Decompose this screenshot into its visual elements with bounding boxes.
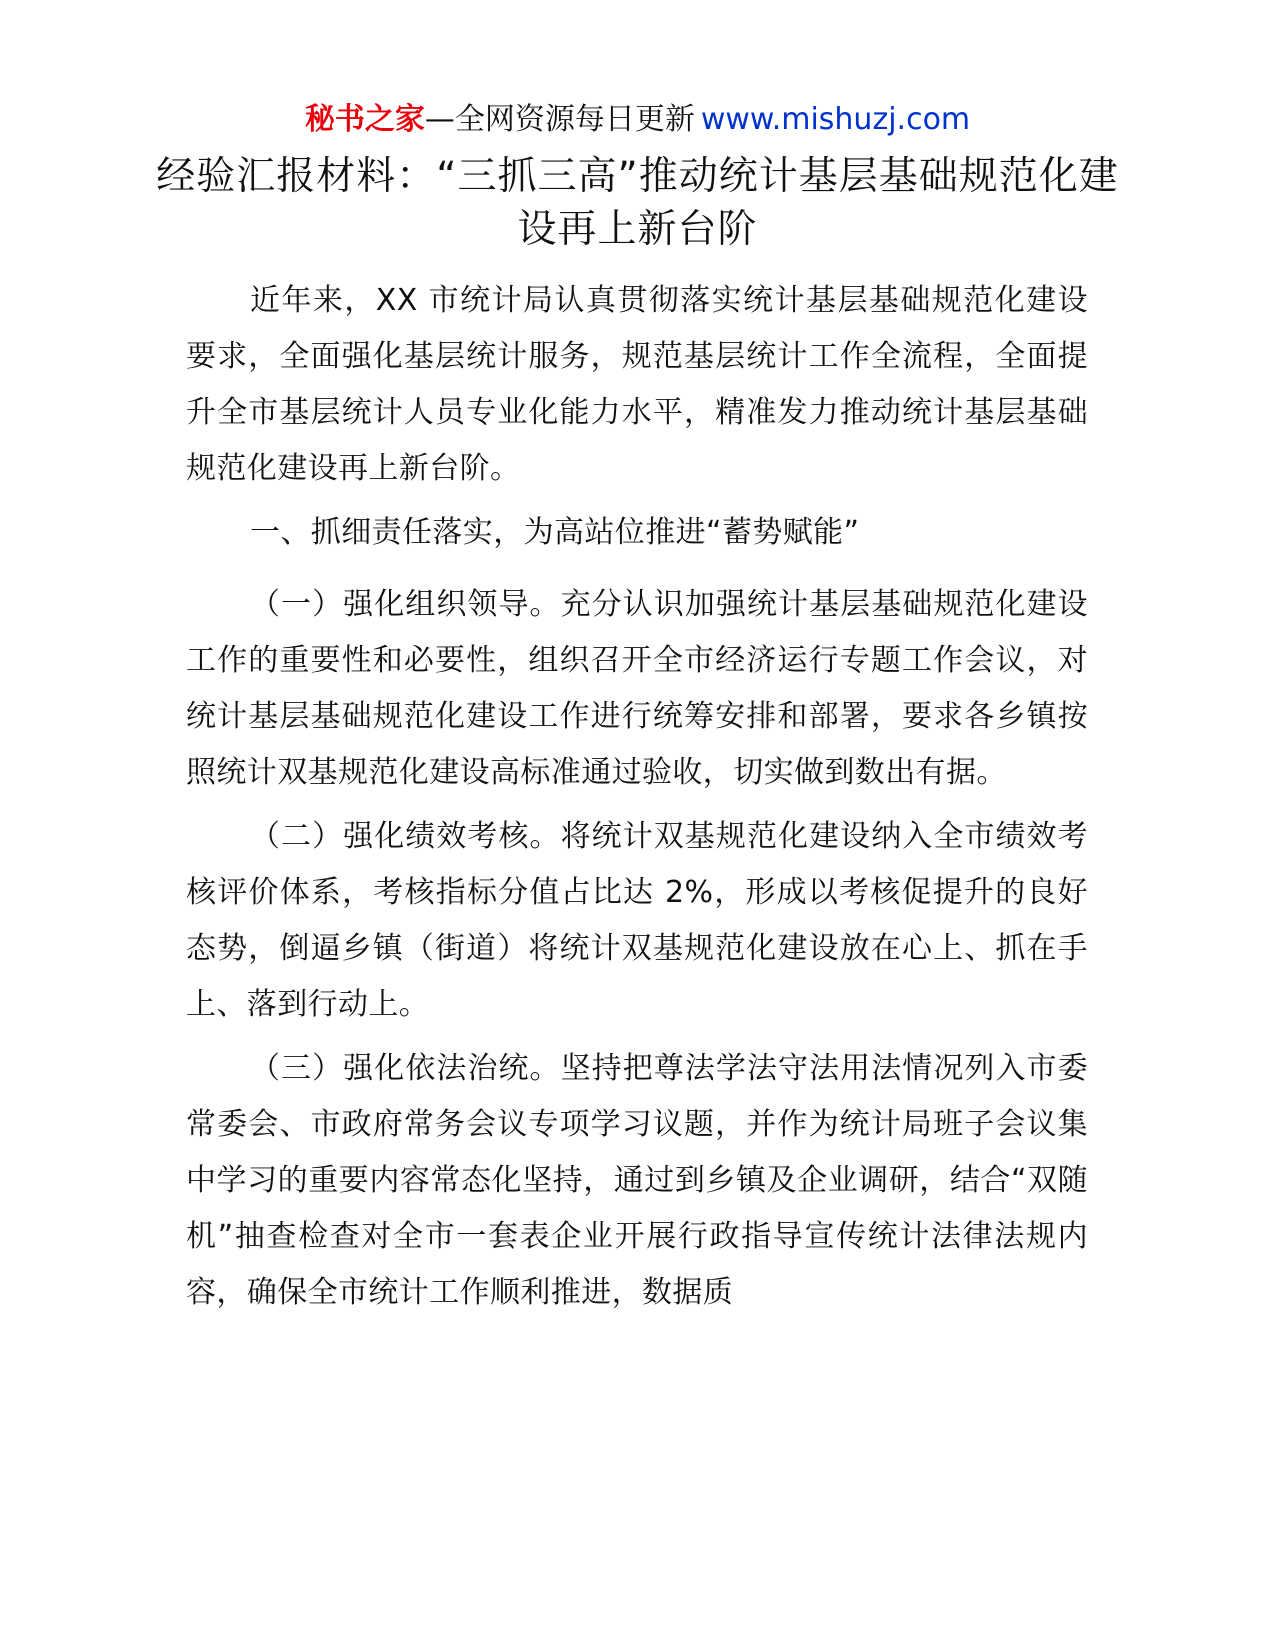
header-tagline: —全网资源每日更新 <box>424 102 695 137</box>
body-paragraph: （二）强化绩效考核。将统计双基规范化建设纳入全市绩效考核评价体系，考核指标分值占比达 2%，形成以考核促提升的良好态势，倒逼乡镇（街道）将统计双基规范化建设放在心上、抓在手上、落到行动上。 <box>186 819 1088 1022</box>
document-body <box>186 273 1088 1329</box>
site-header <box>0 100 1275 140</box>
site-url-link[interactable]: www.mishuzj.com <box>700 102 971 137</box>
body-paragraph: （一）强化组织领导。充分认识加强统计基层基础规范化建设工作的重要性和必要性，组织召开全市经济运行专题工作会议，对统计基层基础规范化建设工作进行统筹安排和部署，要求各乡镇按照统计双基规范化建设高标准通过验收，切实做到数出有据。 <box>186 587 1088 790</box>
intro-paragraph: 近年来，XX 市统计局认真贯彻落实统计基层基础规范化建设要求，全面强化基层统计服务，规范基层统计工作全流程，全面提升全市基层统计人员专业化能力水平，精准发力推动统计基层基础规范化建设再上新台阶。 <box>186 283 1088 486</box>
section-heading: 一、抓细责任落实，为高站位推进“蓄势赋能” <box>250 515 860 550</box>
document-title: 经验汇报材料：“三抓三高”推动统计基层基础规范化建设再上新台阶 <box>156 154 1119 252</box>
body-paragraph: （三）强化依法治统。坚持把尊法学法守法用法情况列入市委常委会、市政府常务会议专项学习议题，并作为统计局班子会议集中学习的重要内容常态化坚持，通过到乡镇及企业调研，结合“双随机”抽查检查对全市一套表企业开展行政指导宣传统计法律法规内容，确保全市统计工作顺利推进，数据质 <box>186 1051 1088 1310</box>
brand-name: 秘书之家 <box>304 102 425 137</box>
